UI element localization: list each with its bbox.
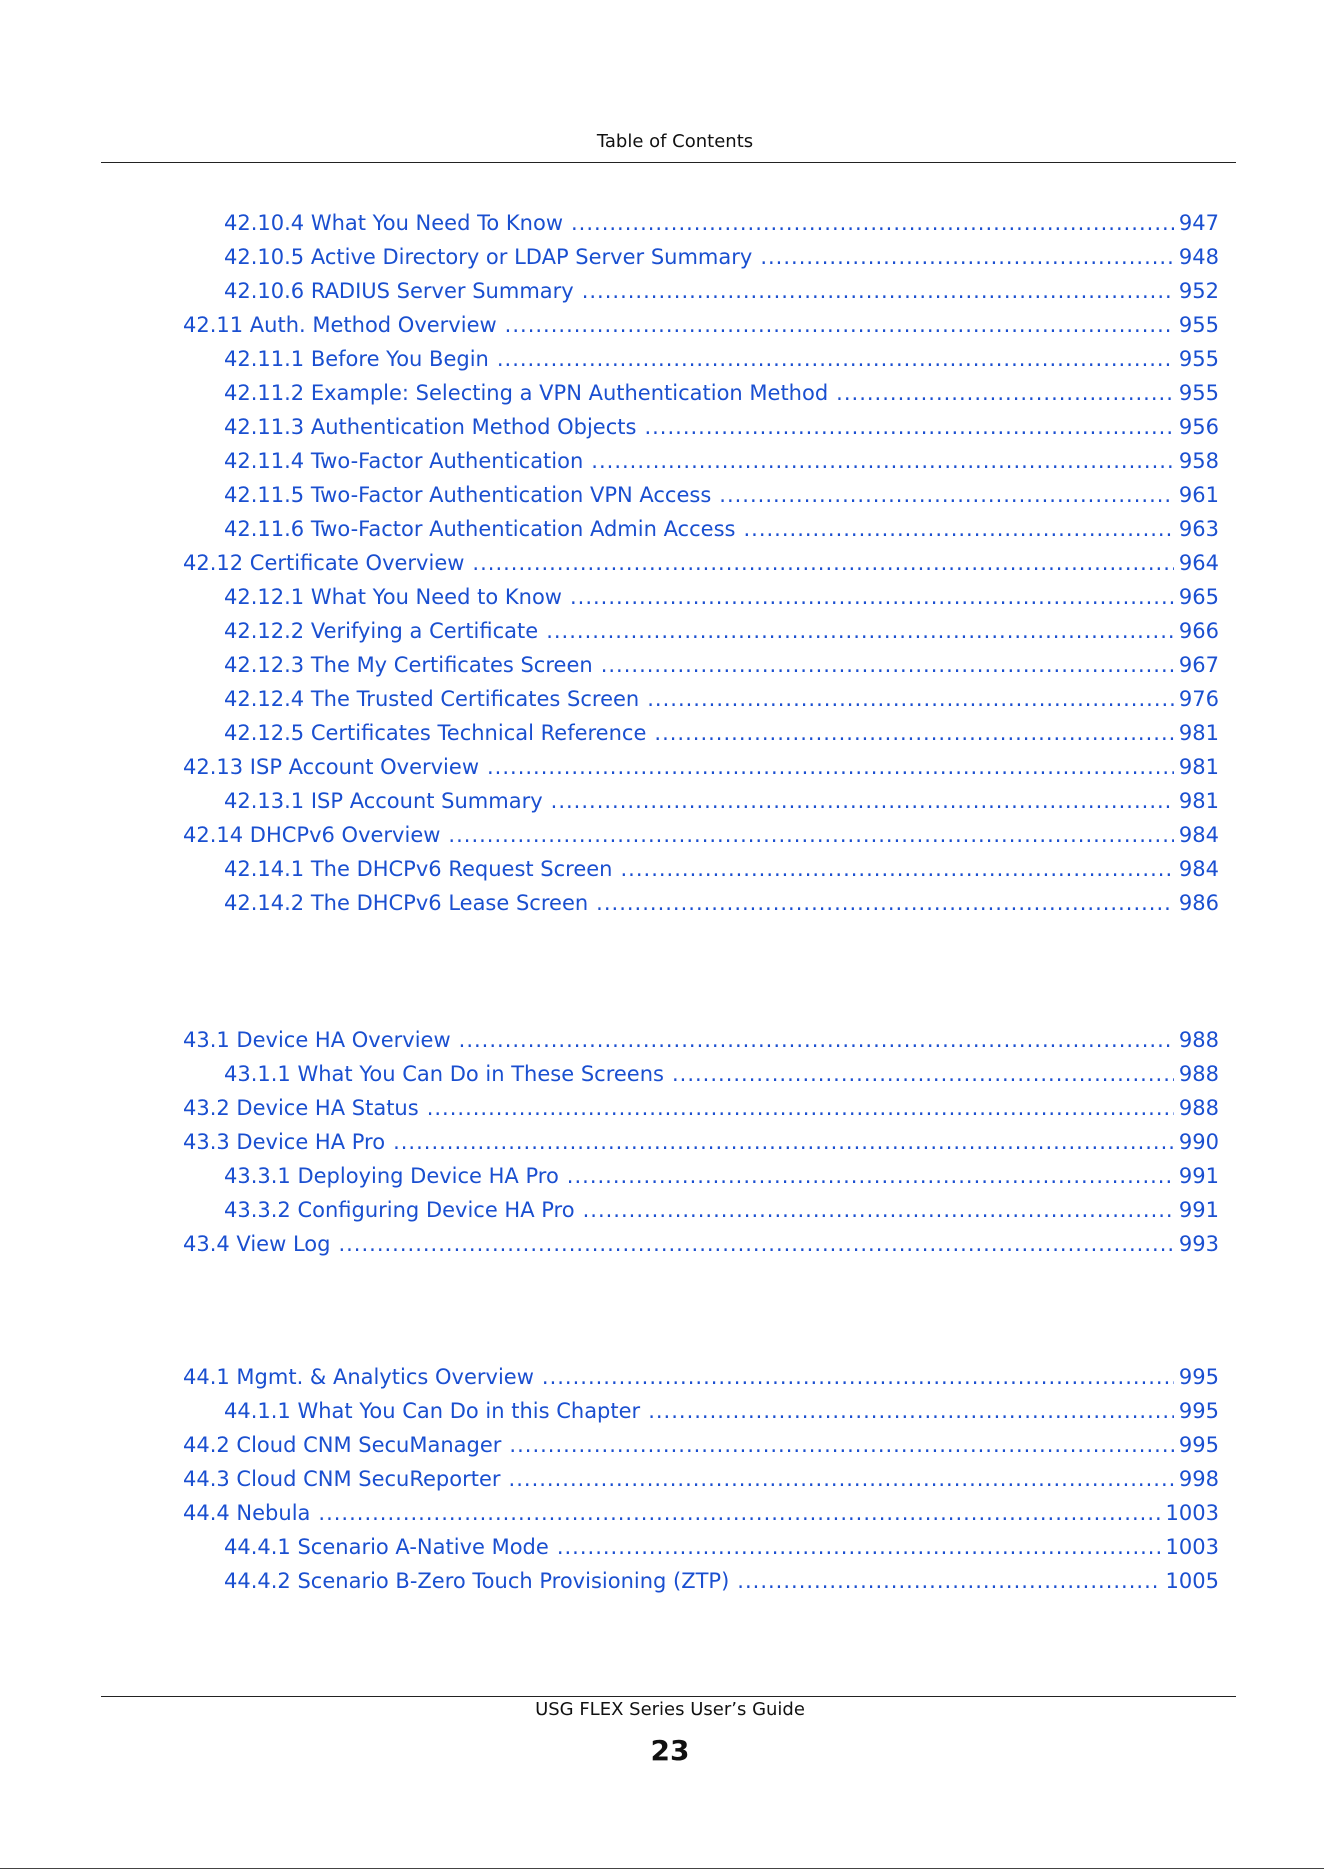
toc-entry-label: 42.13 ISP Account Overview <box>183 755 479 779</box>
toc-entry-label: 43.3.1 Deploying Device HA Pro <box>224 1164 559 1188</box>
toc-entry-label: 42.12.2 Verifying a Certificate <box>224 619 539 643</box>
toc-entry-page: 993 <box>1178 1232 1219 1256</box>
toc-entry[interactable] <box>224 854 1219 884</box>
toc-entry-label: 42.10.5 Active Directory or LDAP Server Summary <box>224 245 753 269</box>
toc-entry-page: 952 <box>1178 279 1219 303</box>
toc-entry-page: 958 <box>1178 449 1219 473</box>
toc-dot-leader <box>570 582 1174 612</box>
toc-dot-leader <box>582 276 1174 306</box>
toc-dot-leader <box>551 786 1174 816</box>
toc-entry-page: 990 <box>1178 1130 1219 1154</box>
toc-dot-leader <box>743 514 1173 544</box>
toc-entry[interactable] <box>224 1396 1219 1426</box>
toc-dot-leader <box>737 1566 1160 1596</box>
toc-entry[interactable] <box>224 1059 1219 1089</box>
toc-entry[interactable] <box>224 480 1219 510</box>
toc-entry[interactable] <box>183 548 1219 578</box>
toc-entry-label: 42.11.6 Two-Factor Authentication Admin Access <box>224 517 736 541</box>
toc-entry-page: 966 <box>1178 619 1219 643</box>
toc-entry-page: 995 <box>1178 1433 1219 1457</box>
toc-entry-label: 42.10.6 RADIUS Server Summary <box>224 279 574 303</box>
toc-dot-leader <box>546 616 1174 646</box>
toc-dot-leader <box>505 310 1174 340</box>
toc-entry-page: 967 <box>1178 653 1219 677</box>
toc-entry[interactable] <box>183 1025 1219 1055</box>
toc-dot-leader <box>583 1195 1174 1225</box>
toc-entry-page: 981 <box>1178 721 1219 745</box>
toc-dot-leader <box>557 1532 1161 1562</box>
toc-entry-label: 42.12 Certificate Overview <box>183 551 465 575</box>
toc-entry-page: 1003 <box>1165 1535 1219 1559</box>
toc-entry-page: 998 <box>1178 1467 1219 1491</box>
toc-entry-page: 1003 <box>1165 1501 1219 1525</box>
toc-entry-page: 986 <box>1178 891 1219 915</box>
toc-entry[interactable] <box>224 514 1219 544</box>
toc-entry-page: 964 <box>1178 551 1219 575</box>
toc-dot-leader <box>338 1229 1173 1259</box>
toc-entry-page: 956 <box>1178 415 1219 439</box>
toc-dot-leader <box>509 1464 1174 1494</box>
toc-entry[interactable] <box>224 786 1219 816</box>
toc-entry[interactable] <box>183 1229 1219 1259</box>
toc-dot-leader <box>487 752 1174 782</box>
toc-dot-leader <box>672 1059 1174 1089</box>
toc-entry-label: 42.10.4 What You Need To Know <box>224 211 563 235</box>
toc-entry-label: 44.4 Nebula <box>183 1501 311 1525</box>
toc-entry-label: 43.3 Device HA Pro <box>183 1130 386 1154</box>
toc-entry-label: 42.12.4 The Trusted Certificates Screen <box>224 687 640 711</box>
toc-entry-page: 991 <box>1178 1198 1219 1222</box>
toc-entry-label: 44.1.1 What You Can Do in this Chapter <box>224 1399 641 1423</box>
toc-entry-page: 955 <box>1178 313 1219 337</box>
toc-dot-leader <box>571 208 1174 238</box>
toc-entry-page: 963 <box>1178 517 1219 541</box>
toc-entry-label: 42.11 Auth. Method Overview <box>183 313 497 337</box>
toc-entry-page: 981 <box>1178 789 1219 813</box>
toc-entry-label: 44.3 Cloud CNM SecuReporter <box>183 1467 501 1491</box>
toc-entry-page: 976 <box>1178 687 1219 711</box>
toc-dot-leader <box>719 480 1174 510</box>
toc-dot-leader <box>427 1093 1174 1123</box>
toc-entry[interactable] <box>183 1464 1219 1494</box>
toc-entry[interactable] <box>224 684 1219 714</box>
toc-entry-label: 42.11.3 Authentication Method Objects <box>224 415 637 439</box>
toc-entry[interactable] <box>224 446 1219 476</box>
page-bottom-edge <box>0 1868 1324 1869</box>
toc-entry[interactable] <box>224 650 1219 680</box>
toc-entry[interactable] <box>224 344 1219 374</box>
toc-dot-leader <box>760 242 1174 272</box>
toc-entry-page: 1005 <box>1165 1569 1219 1593</box>
footer-guide-title: USG FLEX Series User’s Guide <box>535 1699 805 1720</box>
toc-dot-leader <box>459 1025 1174 1055</box>
toc-entry-page: 965 <box>1178 585 1219 609</box>
toc-dot-leader <box>448 820 1173 850</box>
toc-entry-label: 42.12.3 The My Certificates Screen <box>224 653 593 677</box>
toc-entry-page: 955 <box>1178 347 1219 371</box>
toc-dot-leader <box>542 1362 1174 1392</box>
toc-entry[interactable] <box>224 582 1219 612</box>
toc-entry-label: 43.1.1 What You Can Do in These Screens <box>224 1062 664 1086</box>
toc-entry-label: 42.14.2 The DHCPv6 Lease Screen <box>224 891 589 915</box>
toc-entry-label: 44.1 Mgmt. & Analytics Overview <box>183 1365 534 1389</box>
toc-entry-label: 44.4.1 Scenario A-Native Mode <box>224 1535 549 1559</box>
page-header-title: Table of Contents <box>596 131 754 152</box>
toc-dot-leader <box>472 548 1173 578</box>
toc-entry[interactable] <box>224 718 1219 748</box>
toc-entry-page: 988 <box>1178 1062 1219 1086</box>
toc-entry-page: 991 <box>1178 1164 1219 1188</box>
toc-entry-page: 955 <box>1178 381 1219 405</box>
toc-entry-page: 988 <box>1178 1028 1219 1052</box>
toc-entry[interactable] <box>224 208 1219 238</box>
toc-entry[interactable] <box>183 1093 1219 1123</box>
toc-entry-page: 995 <box>1178 1365 1219 1389</box>
toc-entry-label: 44.2 Cloud CNM SecuManager <box>183 1433 502 1457</box>
toc-entry-label: 43.1 Device HA Overview <box>183 1028 451 1052</box>
toc-entry-label: 42.14.1 The DHCPv6 Request Screen <box>224 857 613 881</box>
toc-entry[interactable] <box>224 1161 1219 1191</box>
toc-dot-leader <box>497 344 1174 374</box>
toc-dot-leader <box>647 684 1174 714</box>
toc-entry-label: 42.12.1 What You Need to Know <box>224 585 562 609</box>
toc-dot-leader <box>836 378 1174 408</box>
toc-entry-label: 42.13.1 ISP Account Summary <box>224 789 543 813</box>
toc-entry[interactable] <box>183 752 1219 782</box>
toc-entry[interactable] <box>224 1195 1219 1225</box>
toc-entry[interactable] <box>224 616 1219 646</box>
toc-entry[interactable] <box>224 1532 1219 1562</box>
toc-entry-page: 947 <box>1178 211 1219 235</box>
toc-entry[interactable] <box>224 242 1219 272</box>
toc-dot-leader <box>654 718 1174 748</box>
toc-entry-page: 948 <box>1178 245 1219 269</box>
toc-dot-leader <box>596 888 1174 918</box>
toc-entry-page: 981 <box>1178 755 1219 779</box>
toc-dot-leader <box>601 650 1174 680</box>
toc-dot-leader <box>644 412 1173 442</box>
toc-entry-page: 988 <box>1178 1096 1219 1120</box>
toc-entry-page: 984 <box>1178 823 1219 847</box>
toc-entry-label: 42.14 DHCPv6 Overview <box>183 823 441 847</box>
toc-entry[interactable] <box>183 1498 1219 1528</box>
toc-dot-leader <box>509 1430 1173 1460</box>
toc-entry-label: 43.2 Device HA Status <box>183 1096 419 1120</box>
toc-entry[interactable] <box>183 1430 1219 1460</box>
toc-entry-label: 42.11.2 Example: Selecting a VPN Authentication Method <box>224 381 829 405</box>
toc-dot-leader <box>567 1161 1174 1191</box>
toc-entry[interactable] <box>224 1566 1219 1596</box>
toc-entry[interactable] <box>224 888 1219 918</box>
toc-entry[interactable] <box>224 276 1219 306</box>
page-number: 23 <box>650 1734 690 1767</box>
toc-dot-leader <box>318 1498 1160 1528</box>
toc-entry[interactable] <box>183 310 1219 340</box>
toc-entry[interactable] <box>224 412 1219 442</box>
toc-entry-label: 42.11.5 Two-Factor Authentication VPN Access <box>224 483 712 507</box>
toc-entry-label: 42.12.5 Certificates Technical Reference <box>224 721 647 745</box>
toc-entry-label: 44.4.2 Scenario B-Zero Touch Provisioning (ZTP) <box>224 1569 730 1593</box>
toc-entry[interactable] <box>183 1127 1219 1157</box>
toc-dot-leader <box>591 446 1174 476</box>
toc-entry-page: 961 <box>1178 483 1219 507</box>
toc-entry-label: 42.11.1 Before You Begin <box>224 347 489 371</box>
toc-entry[interactable] <box>183 820 1219 850</box>
toc-dot-leader <box>648 1396 1174 1426</box>
toc-entry[interactable] <box>183 1362 1219 1392</box>
toc-entry[interactable] <box>224 378 1219 408</box>
toc-entry-page: 995 <box>1178 1399 1219 1423</box>
toc-dot-leader <box>621 854 1174 884</box>
toc-dot-leader <box>393 1127 1174 1157</box>
toc-entry-label: 42.11.4 Two-Factor Authentication <box>224 449 584 473</box>
toc-entry-page: 984 <box>1178 857 1219 881</box>
toc-entry-label: 43.3.2 Configuring Device HA Pro <box>224 1198 575 1222</box>
toc-entry-label: 43.4 View Log <box>183 1232 331 1256</box>
